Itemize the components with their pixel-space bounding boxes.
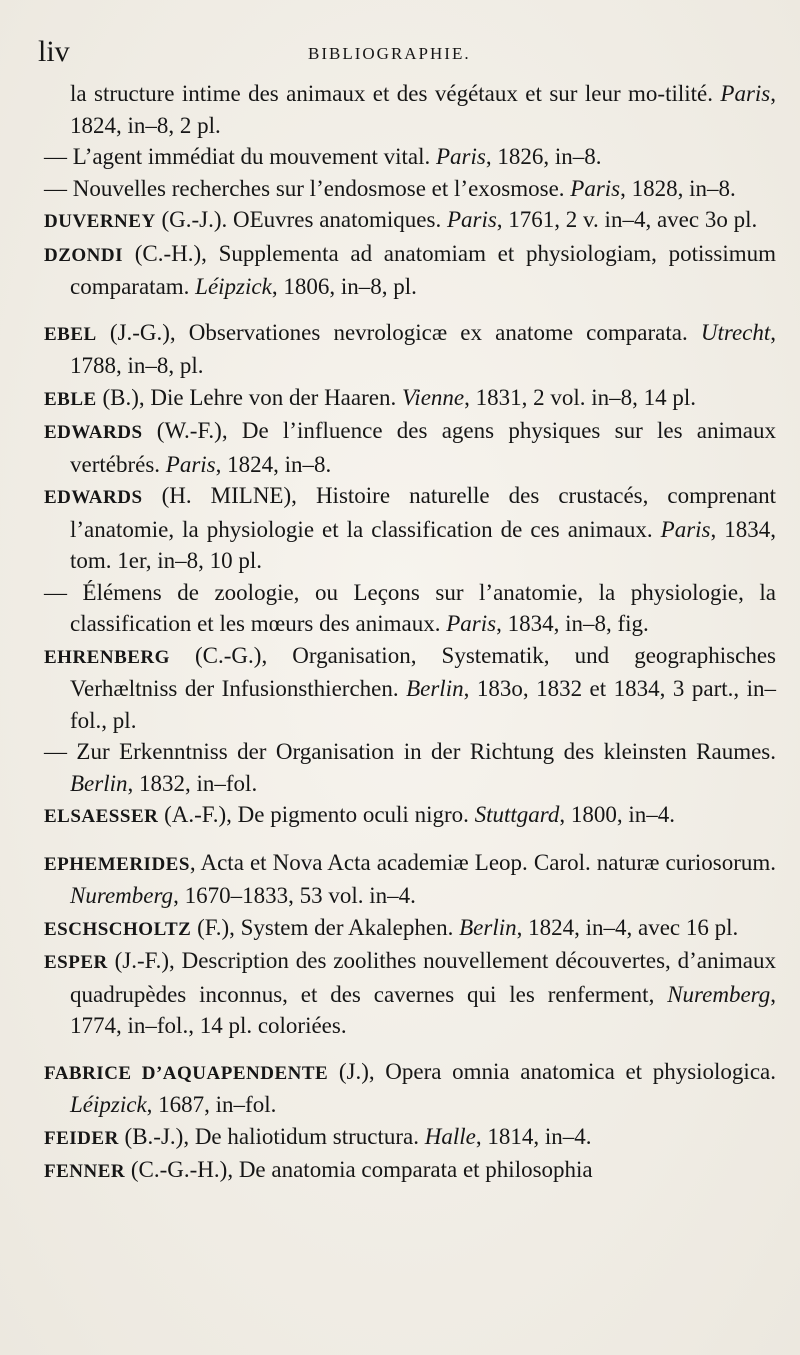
bibliography-entry: [44, 480, 776, 577]
entry-text: (F.), System der Akalephen.: [191, 914, 460, 940]
entry-text: (J.), Opera omnia anatomica et physiologica.: [328, 1058, 776, 1084]
entry-text: , 1670–1833, 53 vol. in–4.: [173, 883, 416, 908]
entry-text: , Acta et Nova Acta academiæ Leop. Carol. naturæ curiosorum.: [189, 849, 776, 875]
entry-text: , 1831, 2 vol. in–8, 14 pl.: [464, 384, 697, 410]
entry-text: (B.-J.), De haliotidum structura.: [118, 1123, 425, 1149]
bibliography-entry: [44, 577, 776, 640]
entry-place: Berlin: [406, 676, 464, 701]
bibliography-entry: [44, 382, 776, 416]
entry-text: (A.-F.), De pigmento oculi nigro.: [158, 802, 475, 827]
bibliography-entry: [44, 736, 776, 799]
page-number: liv: [38, 35, 70, 68]
entry-text: , 1824, in–8.: [215, 451, 332, 477]
entry-text: (H. MILNE), Histoire naturelle des crustacés, comprenant l’anatomie, la physiologie et la classification de ces animaux.: [70, 483, 776, 542]
entry-text: (C.-G.-H.), De anatomia comparata et philosophia: [125, 1157, 593, 1182]
entry-text: , 1834, in–8, fig.: [496, 611, 649, 636]
entry-text: , 1761, 2 v. in–4, avec 3o pl.: [496, 207, 758, 232]
bibliography-entry: [44, 78, 776, 141]
bibliography-entry: [44, 847, 776, 912]
entry-text: (W.-F.), De l’influence des agens physiques sur les animaux vertébrés.: [70, 418, 776, 477]
entry-author: ELSAESSER: [44, 806, 159, 827]
entry-place: Paris: [570, 175, 621, 201]
bibliography-entry: [44, 1154, 776, 1188]
entry-author: EHRENBERG: [44, 646, 170, 668]
bibliography-entry: [44, 141, 776, 173]
entry-text: , 1834, tom. 1er, in–8, 10 pl.: [70, 516, 777, 573]
entry-place: Paris: [720, 81, 771, 106]
entry-author: EDWARDS: [44, 487, 143, 508]
entry-text: la structure intime des animaux et des végétaux et sur leur mo-tilité.: [70, 81, 721, 106]
bibliography-entry: [44, 415, 776, 480]
entry-text: , 1832, in–fol.: [127, 770, 258, 796]
entry-text: , 1788, in–8, pl.: [70, 319, 776, 378]
entry-text: , 1814, in–4.: [475, 1123, 592, 1149]
entry-text: , 1806, in–8, pl.: [271, 274, 417, 299]
bibliography-entry: [44, 912, 776, 946]
entry-text: (B.), Die Lehre von der Haaren.: [96, 384, 402, 410]
entry-author: FENNER: [44, 1161, 126, 1182]
entry-text: , 1687, in–fol.: [146, 1092, 277, 1117]
entry-place: Utrecht: [700, 319, 771, 345]
running-head: BIBLIOGRAPHIE.: [308, 44, 471, 63]
bibliography-entry: [44, 799, 776, 833]
bibliography-entry: [44, 640, 776, 737]
entry-text: (J.-G.), Observationes nevrologicæ ex anatome comparata.: [96, 319, 701, 345]
entry-text: , 1826, in–8.: [485, 144, 602, 169]
entry-place: Berlin: [70, 770, 128, 796]
entry-text: — L’agent immédiat du mouvement vital.: [44, 144, 436, 169]
bibliography-entry: [44, 173, 776, 205]
entry-text: — Nouvelles recherches sur l’endosmose et l’exosmose.: [44, 175, 571, 201]
bibliography-entry: [44, 1121, 776, 1155]
entry-place: Vienne: [401, 384, 465, 410]
entry-place: Léipzick: [70, 1092, 147, 1117]
entry-author: FEIDER: [44, 1127, 119, 1149]
entry-place: Paris: [165, 451, 216, 477]
bibliography-list: [44, 78, 776, 1188]
entry-place: Stuttgard: [474, 802, 560, 827]
entry-text: , 183o, 1832 et 1834, 3 part., in–fol., pl.: [70, 676, 776, 733]
entry-author: DUVERNEY: [44, 211, 156, 232]
entry-text: , 1800, in–4.: [559, 802, 676, 827]
entry-author: ESPER: [44, 952, 108, 973]
entry-place: Paris: [436, 144, 486, 169]
entry-text: , 1824, in–4, avec 16 pl.: [516, 914, 739, 940]
entry-text: , 1824, in–8, 2 pl.: [70, 81, 776, 138]
entry-text: (C.-G.), Organisation, Systematik, und geographisches Verhæltniss der Infusionsthierchen.: [70, 642, 776, 701]
page-header: [38, 34, 770, 74]
bibliography-entry: [44, 1056, 776, 1121]
entry-author: FABRICE D’AQUAPENDENTE: [44, 1062, 329, 1084]
entry-author: ESCHSCHOLTZ: [44, 918, 192, 940]
entry-place: Halle: [424, 1123, 476, 1149]
entry-text: , 1828, in–8.: [620, 175, 736, 201]
entry-place: Paris: [446, 207, 497, 232]
entry-text: , 1774, in–fol., 14 pl. coloriées.: [70, 981, 776, 1038]
entry-place: Paris: [446, 611, 497, 636]
entry-place: Paris: [660, 516, 711, 542]
entry-author: EPHEMERIDES: [44, 853, 190, 875]
entry-author: EDWARDS: [44, 422, 143, 443]
bibliography-entry: [44, 204, 776, 238]
entry-author: EBEL: [44, 323, 97, 345]
entry-author: EBLE: [44, 388, 97, 410]
entry-author: DZONDI: [44, 244, 124, 266]
entry-text: (G.-J.). OEuvres anatomiques.: [155, 207, 447, 232]
entry-place: Nuremberg: [667, 981, 771, 1007]
entry-place: Nuremberg: [70, 883, 174, 908]
entry-text: (J.-F.), Description des zoolithes nouvellement découvertes, d’animaux quadrupèdes inconnus, et des cavernes qui les renferment,: [70, 948, 776, 1007]
entry-text: (C.-H.), Supplementa ad anatomiam et physiologiam, potissimum comparatam.: [70, 240, 776, 299]
entry-place: Léipzick: [195, 274, 272, 299]
entry-text: — Élémens de zoologie, ou Leçons sur l’anatomie, la physiologie, la classification et les mœurs des animaux.: [44, 579, 776, 636]
bibliography-entry: [44, 238, 776, 303]
entry-place: Berlin: [459, 914, 517, 940]
bibliography-entry: [44, 945, 776, 1042]
entry-text: — Zur Erkenntniss der Organisation in der Richtung des kleinsten Raumes.: [44, 739, 776, 764]
bibliography-entry: [44, 317, 776, 382]
